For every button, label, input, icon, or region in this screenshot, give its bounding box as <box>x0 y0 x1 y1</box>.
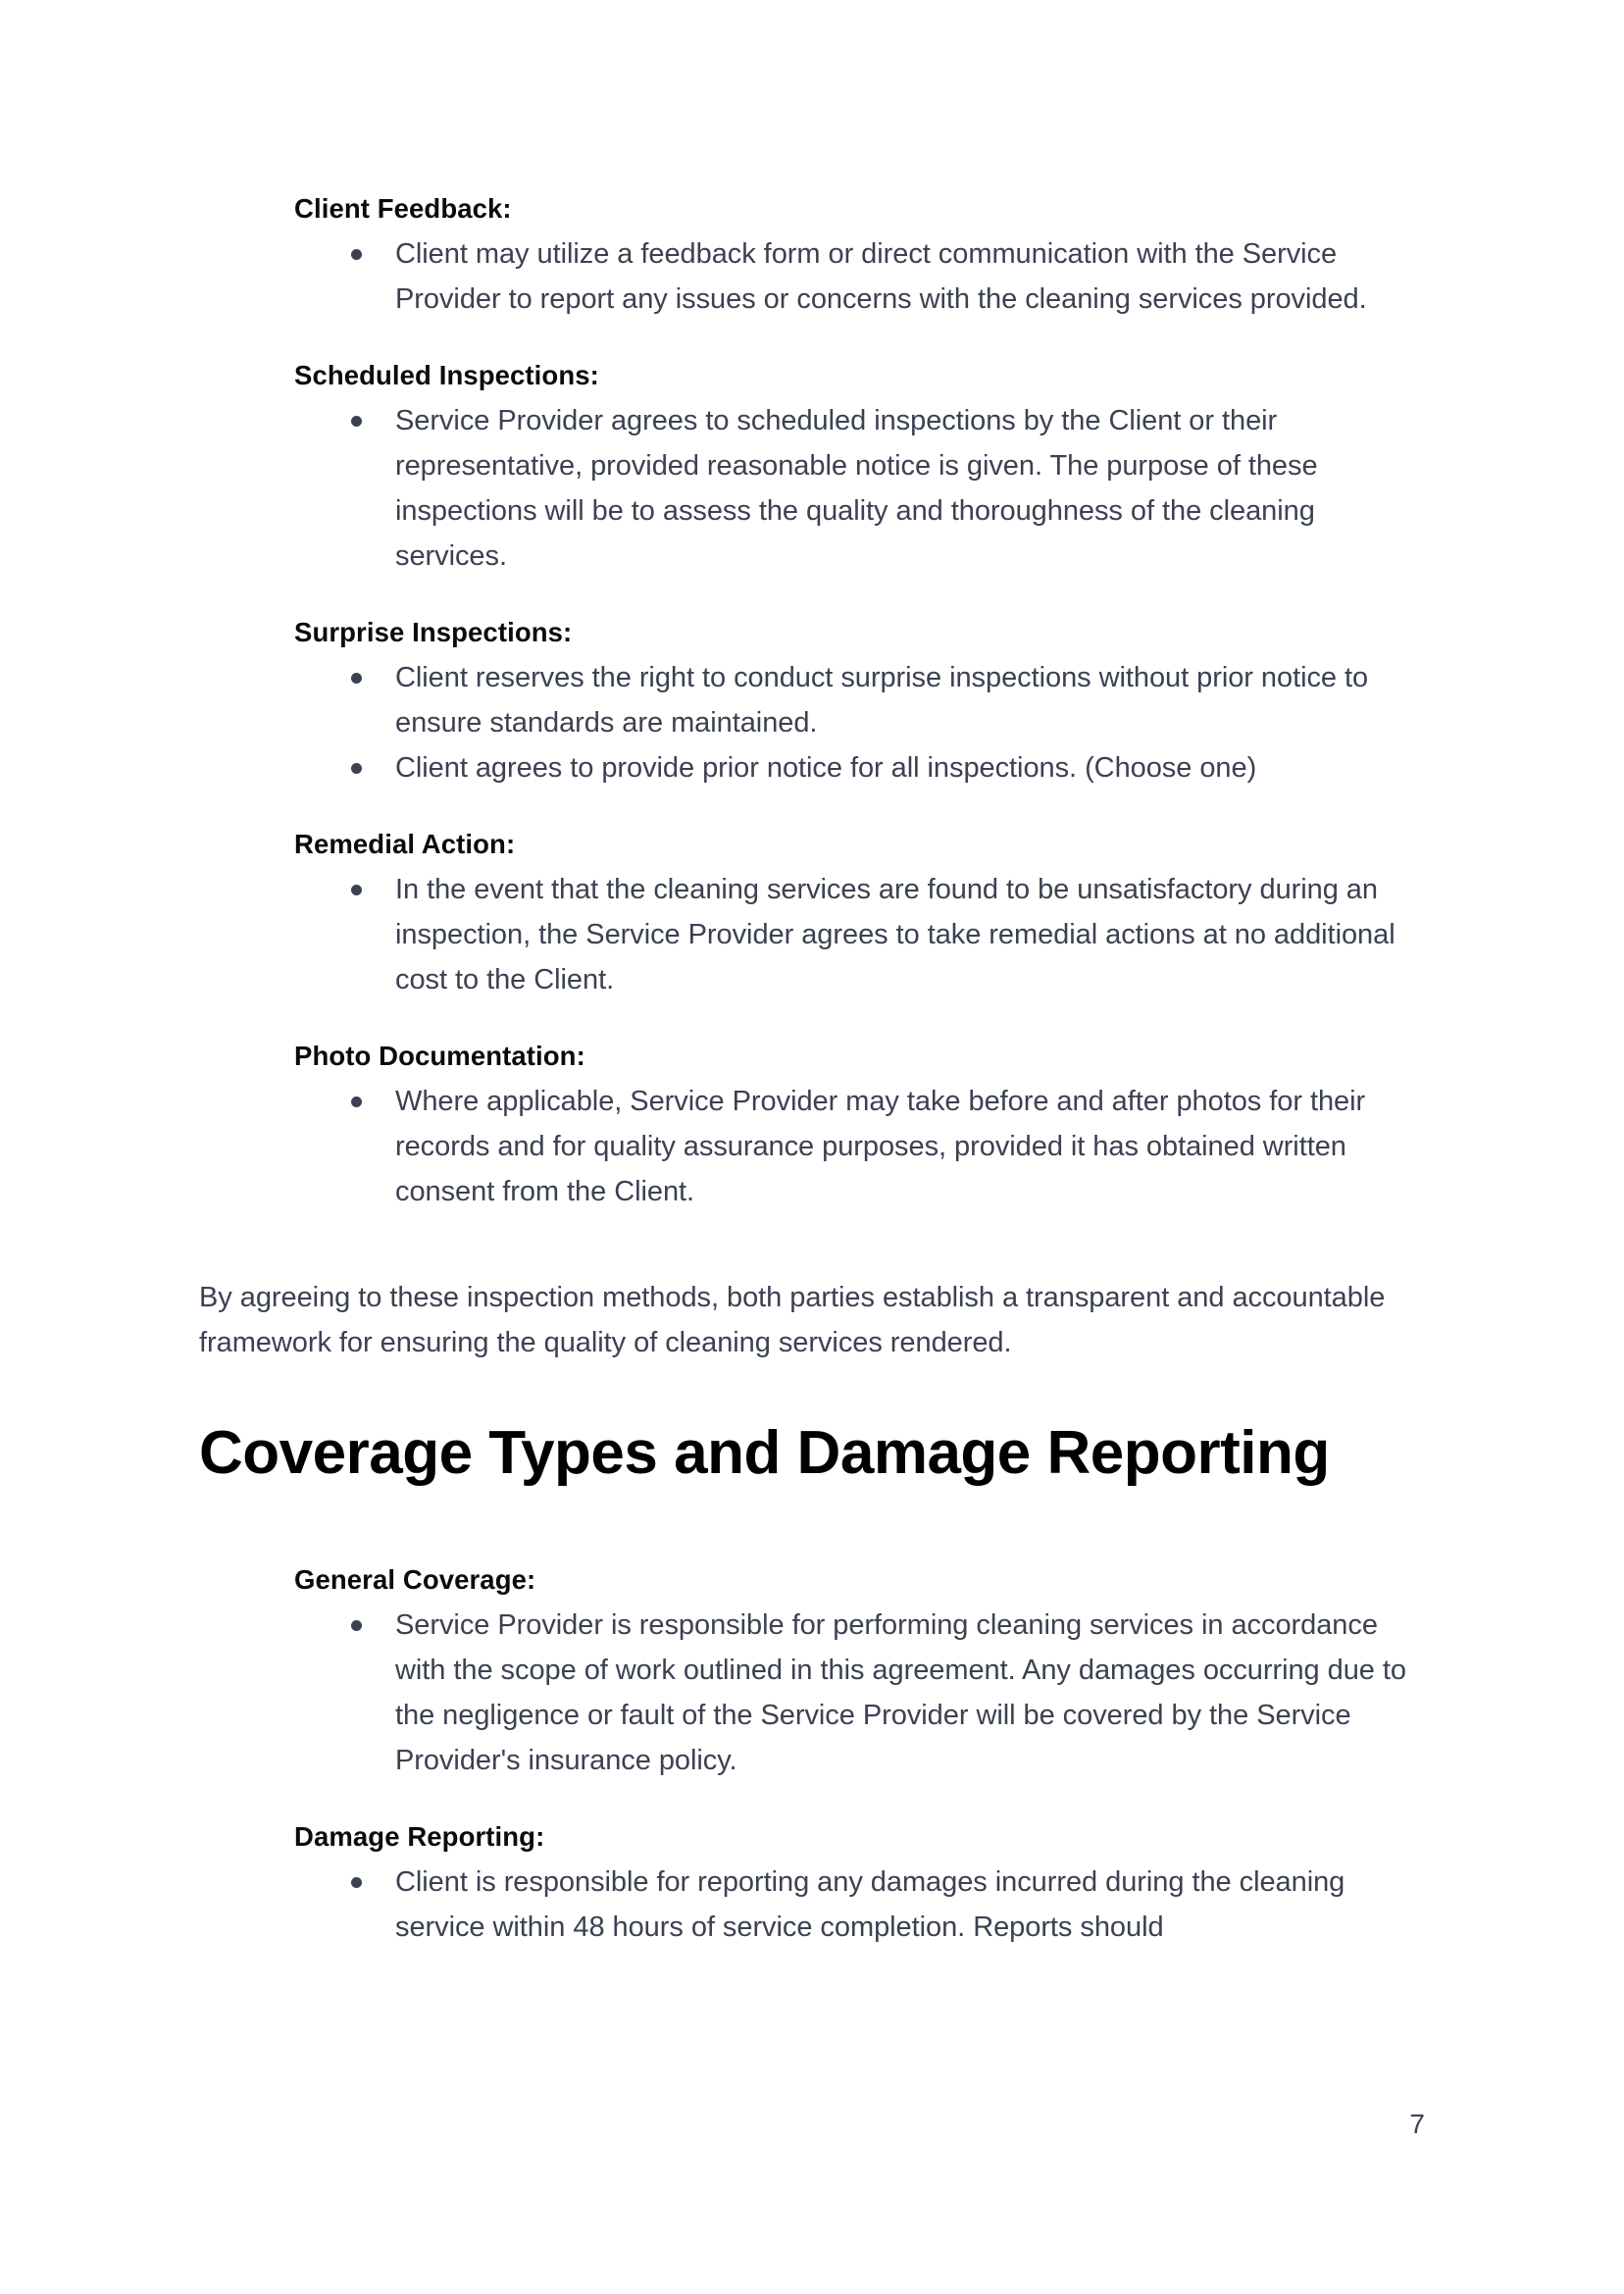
page-content <box>199 0 1425 1981</box>
section-general-coverage <box>199 1557 1425 1783</box>
list-item <box>395 745 1425 790</box>
closing-paragraph: By agreeing to these inspection methods, both parties establish a transparent and accountable framework for ensuring the quality of cleaning services rendered. <box>199 1282 1386 1358</box>
bullet-list <box>199 1079 1425 1214</box>
section-photo-documentation <box>199 1034 1425 1214</box>
bullet-list <box>199 398 1425 579</box>
section-scheduled-inspections <box>199 353 1425 579</box>
list-item-text: In the event that the cleaning services are found to be unsatisfactory during an inspection, the Service Provider agrees to take remedial actions at no additional cost to the Client. <box>395 874 1396 995</box>
section-label: Photo Documentation: <box>294 1041 585 1071</box>
list-item-text: Service Provider agrees to scheduled inspections by the Client or their representative, provided reasonable notice is given. The purpose of these inspections will be to assess the quality and thoroughness of the cleaning services. <box>395 405 1318 572</box>
section-remedial-action <box>199 822 1425 1002</box>
section-label: Remedial Action: <box>294 829 516 859</box>
bullet-list <box>199 1603 1425 1783</box>
list-item <box>395 867 1425 1002</box>
list-item <box>395 655 1425 745</box>
section-label: Scheduled Inspections: <box>294 360 599 390</box>
list-item <box>395 1079 1425 1214</box>
section-surprise-inspections <box>199 610 1425 790</box>
bullet-icon <box>351 416 362 427</box>
section-label: Surprise Inspections: <box>294 617 573 647</box>
list-item <box>395 398 1425 579</box>
section-label: Client Feedback: <box>294 193 512 224</box>
list-item-text: Client is responsible for reporting any damages incurred during the cleaning service within 48 hours of service completion. Reports should <box>395 1866 1345 1943</box>
page-number: 7 <box>1409 2109 1425 2139</box>
bullet-icon <box>351 249 362 260</box>
list-item-text: Client reserves the right to conduct surprise inspections without prior notice to ensure standards are maintained. <box>395 662 1369 739</box>
bullet-icon <box>351 1877 362 1888</box>
bullet-icon <box>351 1620 362 1631</box>
list-item <box>395 1860 1425 1950</box>
list-item-text: Client may utilize a feedback form or direct communication with the Service Provider to report any issues or concerns with the cleaning services provided. <box>395 238 1367 315</box>
section-label: General Coverage: <box>294 1564 536 1595</box>
bullet-list <box>199 231 1425 322</box>
list-item-text: Where applicable, Service Provider may take before and after photos for their records and for quality assurance purposes, provided it has obtained written consent from the Client. <box>395 1086 1366 1207</box>
bullet-icon <box>351 1096 362 1107</box>
section-damage-reporting <box>199 1814 1425 1950</box>
bullet-list <box>199 655 1425 790</box>
heading-top-spacer <box>199 1365 1425 1416</box>
top-spacer <box>199 0 1425 186</box>
bullet-list <box>199 867 1425 1002</box>
section-label: Damage Reporting: <box>294 1821 545 1852</box>
list-item <box>395 231 1425 322</box>
bullet-icon <box>351 673 362 684</box>
list-item-text: Service Provider is responsible for performing cleaning services in accordance with the scope of work outlined in this agreement. Any damages occurring due to the negligence or fault of the Service Provider will be covered by the Service Provider's insurance policy. <box>395 1609 1406 1776</box>
list-item-text: Client agrees to provide prior notice for all inspections. (Choose one) <box>395 752 1257 784</box>
list-item <box>395 1603 1425 1783</box>
section-client-feedback <box>199 186 1425 322</box>
bullet-icon <box>351 885 362 895</box>
page-title: Coverage Types and Damage Reporting <box>199 1419 1330 1487</box>
bullet-icon <box>351 763 362 774</box>
bullet-list <box>199 1860 1425 1950</box>
paragraph-spacer <box>199 1246 1425 1275</box>
heading-bottom-spacer <box>199 1491 1425 1557</box>
